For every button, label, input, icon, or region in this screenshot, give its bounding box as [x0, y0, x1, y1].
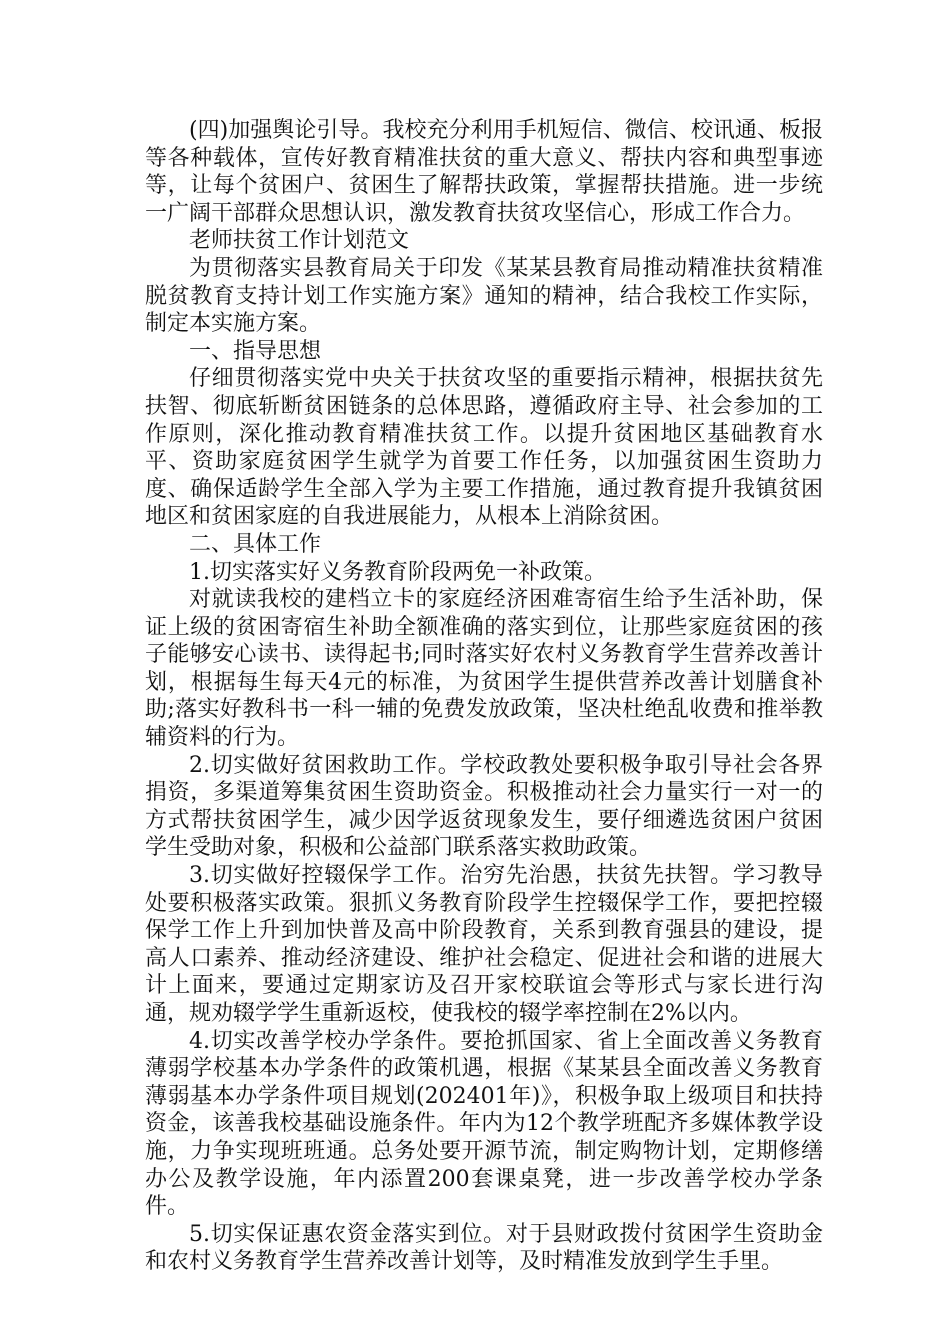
item-3: 3.切实做好控辍保学工作。治穷先治愚，扶贫先扶智。学习教导处要积极落实政策。狠抓义务教育阶段学生控辍保学工作，要把控辍保学工作上升到加快普及高中阶段教育，关系到教育强县的建设，提高人口素养、推动经济建设、维护社会稳定、促进社会和谐的进展大计上面来，要通过定期家访及召开家校联谊会等形式与家长进行沟通，规劝辍学学生重新返校，使我校的辍学率控制在2%以内。 — [145, 863, 823, 1026]
item-4: 4.切实改善学校办学条件。要抢抓国家、省上全面改善义务教育薄弱学校基本办学条件的政策机遇，根据《某某县全面改善义务教育薄弱基本办学条件项目规划(202401年)》，积极争取上级项目和扶持资金，该善我校基础设施条件。年内为12个教学班配齐多媒体教学设施，力争实现班班通。总务处要开源节流，制定购物计划，定期修缮办公及教学设施，年内添置200套课桌凳，进一步改善学校办学条件。 — [145, 1028, 823, 1220]
document-title: 老师扶贫工作计划范文 — [189, 228, 410, 254]
item-1-title: 1.切实落实好义务教育阶段两免一补政策。 — [189, 559, 606, 585]
document-body — [145, 117, 823, 1276]
paragraph-strengthen-public-opinion: (四)加强舆论引导。我校充分利用手机短信、微信、校讯通、板报等各种载体，宣传好教育精准扶贫的重大意义、帮扶内容和典型事迹等，让每个贫困户、贫困生了解帮扶政策，掌握帮扶措施。进一步统一广阔干部群众思想认识，激发教育扶贫攻坚信心，形成工作合力。 — [145, 118, 823, 226]
item-5: 5.切实保证惠农资金落实到位。对于县财政拨付贫困学生资助金和农村义务教育学生营养改善计划等，及时精准发放到学生手里。 — [145, 1221, 823, 1275]
item-1-body: 对就读我校的建档立卡的家庭经济困难寄宿生给予生活补助，保证上级的贫困寄宿生补助全额准确的落实到位，让那些家庭贫困的孩子能够安心读书、读得起书;同时落实好农村义务教育学生营养改善计划，根据每生每天4元的标准，为贫困学生提供营养改善计划膳食补助;落实好教科书一科一辅的免费发放政策，坚决杜绝乱收费和推举教辅资料的行为。 — [145, 587, 823, 751]
paragraph-intro: 为贯彻落实县教育局关于印发《某某县教育局推动精准扶贫精准脱贫教育支持计划工作实施方案》通知的精神，结合我校工作实际，制定本实施方案。 — [145, 255, 823, 337]
heading-specific-work: 二、具体工作 — [189, 531, 322, 557]
heading-guiding-ideology: 一、指导思想 — [189, 338, 322, 364]
paragraph-guiding-ideology: 仔细贯彻落实党中央关于扶贫攻坚的重要指示精神，根据扶贫先扶智、彻底斩断贫困链条的总体思路，遵循政府主导、社会参加的工作原则，深化推动教育精准扶贫工作。以提升贫困地区基础教育水平、资助家庭贫困学生就学为首要工作任务，以加强贫困生资助力度、确保适龄学生全部入学为主要工作措施，通过教育提升我镇贫困地区和贫困家庭的自我进展能力，从根本上消除贫困。 — [145, 366, 823, 530]
item-2: 2.切实做好贫困救助工作。学校政教处要积极争取引导社会各界捐资，多渠道筹集贫困生资助资金。积极推动社会力量实行一对一的方式帮扶贫困学生，减少因学返贫现象发生，要仔细遴选贫困户贫困学生受助对象，积极和公益部门联系落实救助政策。 — [145, 752, 823, 861]
